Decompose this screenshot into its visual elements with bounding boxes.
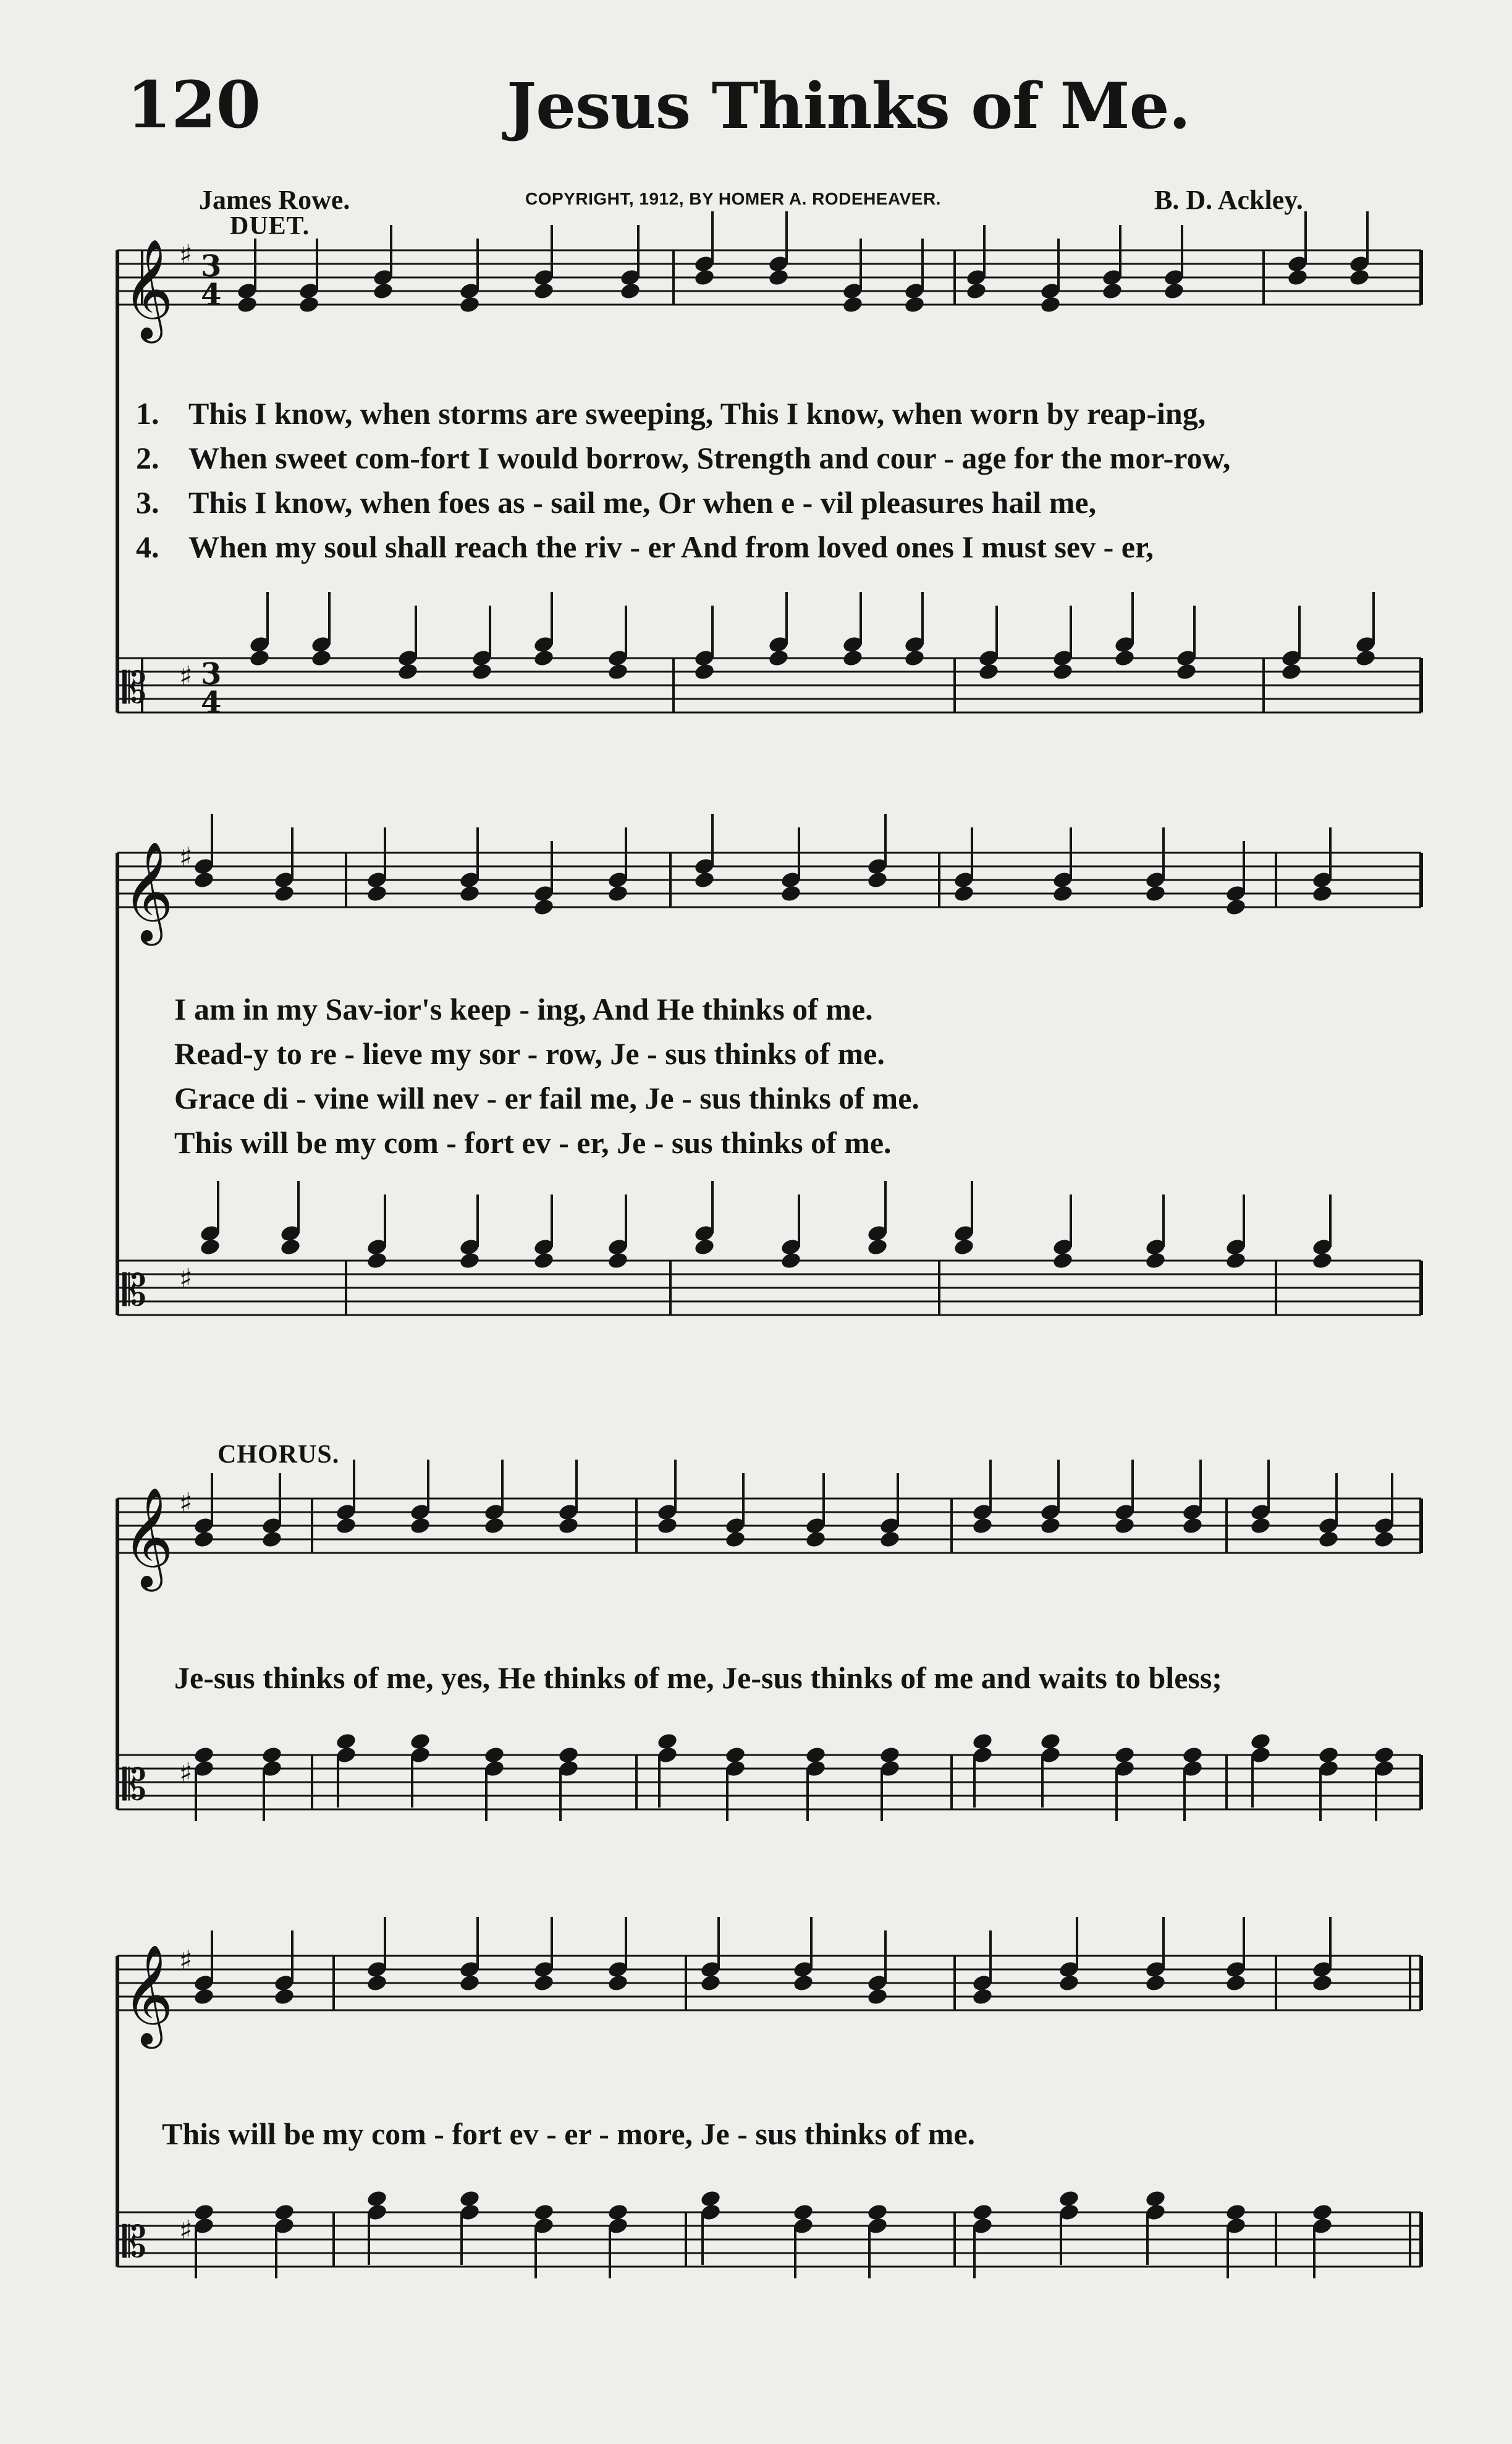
notehead — [310, 649, 332, 668]
notehead — [965, 282, 987, 301]
notehead — [458, 1974, 481, 1993]
notehead — [1348, 268, 1371, 287]
notehead — [693, 871, 716, 890]
notehead — [366, 884, 388, 903]
time-signature-bottom: 4 — [201, 685, 222, 720]
notehead — [1039, 1516, 1062, 1536]
notehead — [1181, 1516, 1204, 1536]
chorus-label: CHORUS. — [218, 1440, 340, 1469]
notehead — [792, 1974, 814, 1993]
notehead — [193, 1987, 215, 2006]
notehead — [1311, 1974, 1333, 1993]
verse-1-line-1: 1. This I know, when storms are sweeping, This I know, when worn by reap-ing, — [136, 396, 1206, 431]
notehead — [1354, 649, 1377, 668]
notehead — [1286, 268, 1309, 287]
key-sharp: ♯ — [179, 661, 193, 692]
notehead — [1144, 1974, 1167, 1993]
notehead — [607, 1251, 629, 1271]
notehead — [866, 1238, 889, 1257]
notehead — [1163, 282, 1185, 301]
notehead — [458, 1251, 481, 1271]
notehead — [971, 1987, 994, 2006]
notehead — [1113, 1516, 1136, 1536]
notehead — [607, 884, 629, 903]
verse-1-line-2: I am in my Sav-ior's keep - ing, And He thinks of me. — [174, 992, 873, 1026]
verse-3-line-2: Grace di - vine will nev - er fail me, Je - sus thinks of me. — [174, 1081, 919, 1115]
notehead — [409, 1516, 431, 1536]
notehead — [866, 871, 889, 890]
treble-clef: 𝄞 — [122, 1944, 174, 2045]
notehead — [1175, 662, 1197, 682]
duet-label: DUET. — [230, 212, 310, 240]
notehead — [693, 268, 716, 287]
notehead — [533, 649, 555, 668]
notehead — [953, 1238, 975, 1257]
key-sharp: ♯ — [179, 1263, 193, 1295]
notehead — [1058, 1974, 1080, 1993]
lyricist: James Rowe. — [199, 185, 350, 215]
notehead — [397, 662, 419, 682]
notehead — [724, 1530, 746, 1549]
notehead — [193, 1530, 215, 1549]
notehead — [693, 1238, 716, 1257]
notehead — [842, 295, 864, 315]
notehead — [978, 662, 1000, 682]
notehead — [1373, 1530, 1395, 1549]
key-sharp: ♯ — [179, 239, 193, 271]
page-number: 120 — [127, 67, 261, 143]
verse-4-line-1: 4. When my soul shall reach the riv - er And from loved ones I must sev - er, — [136, 530, 1154, 564]
notehead — [335, 1516, 357, 1536]
notehead — [199, 1238, 221, 1257]
notehead — [971, 1516, 994, 1536]
notehead — [1311, 1251, 1333, 1271]
notehead — [261, 1530, 283, 1549]
notehead — [557, 1516, 580, 1536]
chorus-line-1: Je-sus thinks of me, yes, He thinks of me, Je-sus thinks of me and waits to bless; — [174, 1660, 1222, 1695]
notehead — [533, 1251, 555, 1271]
notehead — [483, 1516, 505, 1536]
notehead — [458, 884, 481, 903]
notehead — [193, 871, 215, 890]
chorus-line-2: This will be my com - fort ev - er - more, Je - sus thinks of me. — [162, 2116, 976, 2151]
notehead — [1039, 295, 1062, 315]
key-sharp: ♯ — [179, 1945, 193, 1976]
hymn-title: Jesus Thinks of Me. — [507, 69, 1190, 143]
bass-clef: 𝄡 — [122, 1759, 147, 1810]
notehead — [607, 662, 629, 682]
time-signature-top: 3 — [201, 249, 222, 284]
notehead — [1052, 662, 1074, 682]
notehead — [1225, 1251, 1247, 1271]
notehead — [1317, 1530, 1340, 1549]
notehead — [533, 898, 555, 917]
notehead — [273, 1987, 295, 2006]
notehead — [1052, 1251, 1074, 1271]
notehead — [953, 884, 975, 903]
notehead — [366, 1974, 388, 1993]
notehead — [273, 884, 295, 903]
notehead — [805, 1530, 827, 1549]
notehead — [619, 282, 641, 301]
notehead — [1052, 884, 1074, 903]
notehead — [1113, 649, 1136, 668]
notehead — [903, 295, 926, 315]
notehead — [780, 1251, 802, 1271]
notehead — [1144, 1251, 1167, 1271]
notehead — [366, 1251, 388, 1271]
notehead — [842, 649, 864, 668]
key-sharp: ♯ — [179, 842, 193, 873]
notehead — [236, 295, 258, 315]
verse-2-line-2: Read-y to re - lieve my sor - row, Je - sus thinks of me. — [174, 1036, 885, 1071]
notehead — [903, 649, 926, 668]
notehead — [767, 268, 790, 287]
treble-clef: 𝄞 — [122, 841, 174, 942]
key-sharp: ♯ — [179, 1757, 193, 1789]
notehead — [693, 662, 716, 682]
copyright-notice: COPYRIGHT, 1912, BY HOMER A. RODEHEAVER. — [525, 189, 941, 208]
notehead — [780, 884, 802, 903]
notehead — [372, 282, 394, 301]
notehead — [1280, 662, 1303, 682]
composer: B. D. Ackley. — [1154, 185, 1303, 215]
notehead — [1101, 282, 1123, 301]
notehead — [656, 1516, 678, 1536]
notehead — [767, 649, 790, 668]
notehead — [879, 1530, 901, 1549]
treble-clef: 𝄞 — [122, 1487, 174, 1588]
time-signature-bottom: 4 — [201, 277, 222, 312]
notehead — [533, 1974, 555, 1993]
bass-clef: 𝄡 — [122, 2217, 147, 2267]
notehead — [607, 1974, 629, 1993]
notehead — [279, 1238, 302, 1257]
verse-3-line-1: 3. This I know, when foes as - sail me, Or when e - vil pleasures hail me, — [136, 485, 1097, 520]
verse-4-line-2: This will be my com - fort ev - er, Je - sus thinks of me. — [174, 1125, 892, 1160]
notehead — [699, 1974, 722, 1993]
notehead — [1225, 898, 1247, 917]
notehead — [1144, 884, 1167, 903]
bass-clef: 𝄡 — [122, 1265, 147, 1316]
notehead — [471, 662, 493, 682]
notehead — [1311, 884, 1333, 903]
notehead — [1249, 1516, 1272, 1536]
notehead — [248, 649, 271, 668]
verse-2-line-1: 2. When sweet com-fort I would borrow, Strength and cour - age for the mor-row, — [136, 441, 1231, 475]
notehead — [1225, 1974, 1247, 1993]
bass-clef: 𝄡 — [122, 662, 147, 713]
notehead — [533, 282, 555, 301]
time-signature-top: 3 — [201, 657, 222, 691]
key-sharp: ♯ — [179, 2215, 193, 2246]
notehead — [458, 295, 481, 315]
key-sharp: ♯ — [179, 1487, 193, 1519]
notehead — [298, 295, 320, 315]
treble-clef: 𝄞 — [122, 239, 174, 339]
notehead — [866, 1987, 889, 2006]
